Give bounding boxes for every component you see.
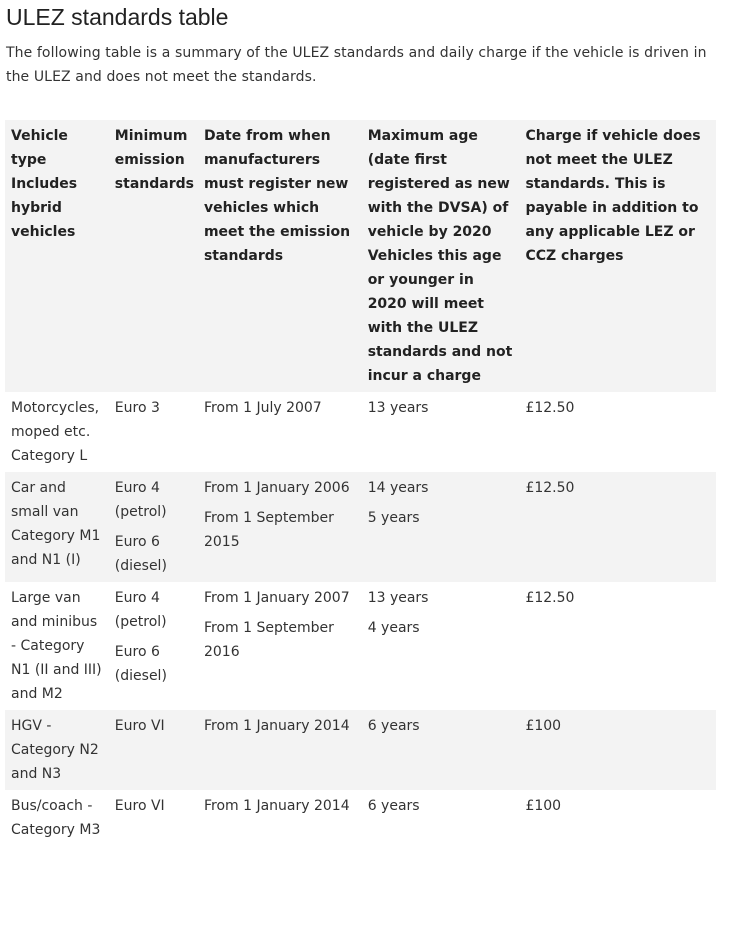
ulez-standards-table: [5, 120, 716, 846]
maximum-age-petrol: 13 years: [367, 590, 429, 606]
emission-standard-cell: [109, 710, 198, 790]
vehicle-type-cell: Motorcycles, moped etc. Category L: [11, 400, 100, 464]
maximum-age: 6 years: [367, 798, 420, 814]
maximum-age-cell: [362, 392, 520, 472]
table-row: [5, 392, 716, 472]
charge-cell: £12.50: [525, 590, 575, 606]
table-row: [5, 472, 716, 582]
intro-paragraph: The following table is a summary of the ULEZ standards and daily charge if the vehicle is driven in the ULEZ and does not meet the standards.: [6, 45, 707, 85]
emission-standard-petrol: Euro 4 (petrol): [114, 480, 167, 520]
header-maximum-age: [362, 120, 520, 392]
registration-date: From 1 January 2014: [203, 718, 350, 734]
emission-standard-cell: [109, 472, 198, 582]
registration-date: From 1 January 2014: [203, 798, 350, 814]
maximum-age-diesel: 4 years: [367, 620, 420, 636]
table-row: [5, 790, 716, 846]
maximum-age: 6 years: [367, 718, 420, 734]
table-header-row: [5, 120, 716, 392]
registration-date-cell: [198, 472, 362, 582]
header-registration-date: Date from when manufacturers must register new vehicles which meet the emission standards: [203, 128, 351, 264]
maximum-age-cell: [362, 472, 520, 582]
registration-date: From 1 July 2007: [203, 400, 322, 416]
charge-cell: £100: [525, 798, 562, 814]
vehicle-type-cell: HGV - Category N2 and N3: [11, 718, 99, 782]
maximum-age-cell: [362, 710, 520, 790]
registration-date-cell: [198, 392, 362, 472]
emission-standard: Euro VI: [114, 798, 165, 814]
maximum-age-cell: [362, 582, 520, 710]
emission-standard-diesel: Euro 6 (diesel): [114, 644, 167, 684]
registration-date-cell: [198, 582, 362, 710]
header-maximum-age-note: Vehicles this age or younger in 2020 will meet with the ULEZ standards and not incur a charge: [367, 248, 513, 384]
charge-cell: £100: [525, 718, 562, 734]
vehicle-type-cell: Car and small van Category M1 and N1 (I): [11, 480, 101, 568]
registration-date-petrol: From 1 January 2007: [203, 590, 350, 606]
emission-standard: Euro 3: [114, 400, 160, 416]
emission-standard-petrol: Euro 4 (petrol): [114, 590, 167, 630]
registration-date-cell: [198, 790, 362, 846]
table-row: [5, 582, 716, 710]
registration-date-diesel: From 1 September 2016: [203, 620, 334, 660]
vehicle-type-cell: Bus/coach - Category M3: [11, 798, 101, 838]
header-vehicle-type: Vehicle type Includes hybrid vehicles: [11, 128, 78, 240]
emission-standard-diesel: Euro 6 (diesel): [114, 534, 167, 574]
emission-standard-cell: [109, 392, 198, 472]
registration-date-diesel: From 1 September 2015: [203, 510, 334, 550]
charge-cell: £12.50: [525, 400, 575, 416]
emission-standard-cell: [109, 582, 198, 710]
vehicle-type-cell: Large van and minibus - Category N1 (II and III) and M2: [11, 590, 102, 702]
page-title: ULEZ standards table: [6, 4, 229, 30]
maximum-age-diesel: 5 years: [367, 510, 420, 526]
header-charge: Charge if vehicle does not meet the ULEZ standards. This is payable in addition to any applicable LEZ or CCZ charges: [525, 128, 701, 264]
maximum-age-petrol: 14 years: [367, 480, 429, 496]
emission-standard-cell: [109, 790, 198, 846]
registration-date-petrol: From 1 January 2006: [203, 480, 350, 496]
header-emission-standards: Minimum emission standards: [114, 128, 194, 192]
emission-standard: Euro VI: [114, 718, 165, 734]
table-row: [5, 710, 716, 790]
maximum-age: 13 years: [367, 400, 429, 416]
maximum-age-cell: [362, 790, 520, 846]
header-maximum-age-label: Maximum age (date first registered as new with the DVSA) of vehicle by 2020: [367, 128, 510, 240]
charge-cell: £12.50: [525, 480, 575, 496]
registration-date-cell: [198, 710, 362, 790]
